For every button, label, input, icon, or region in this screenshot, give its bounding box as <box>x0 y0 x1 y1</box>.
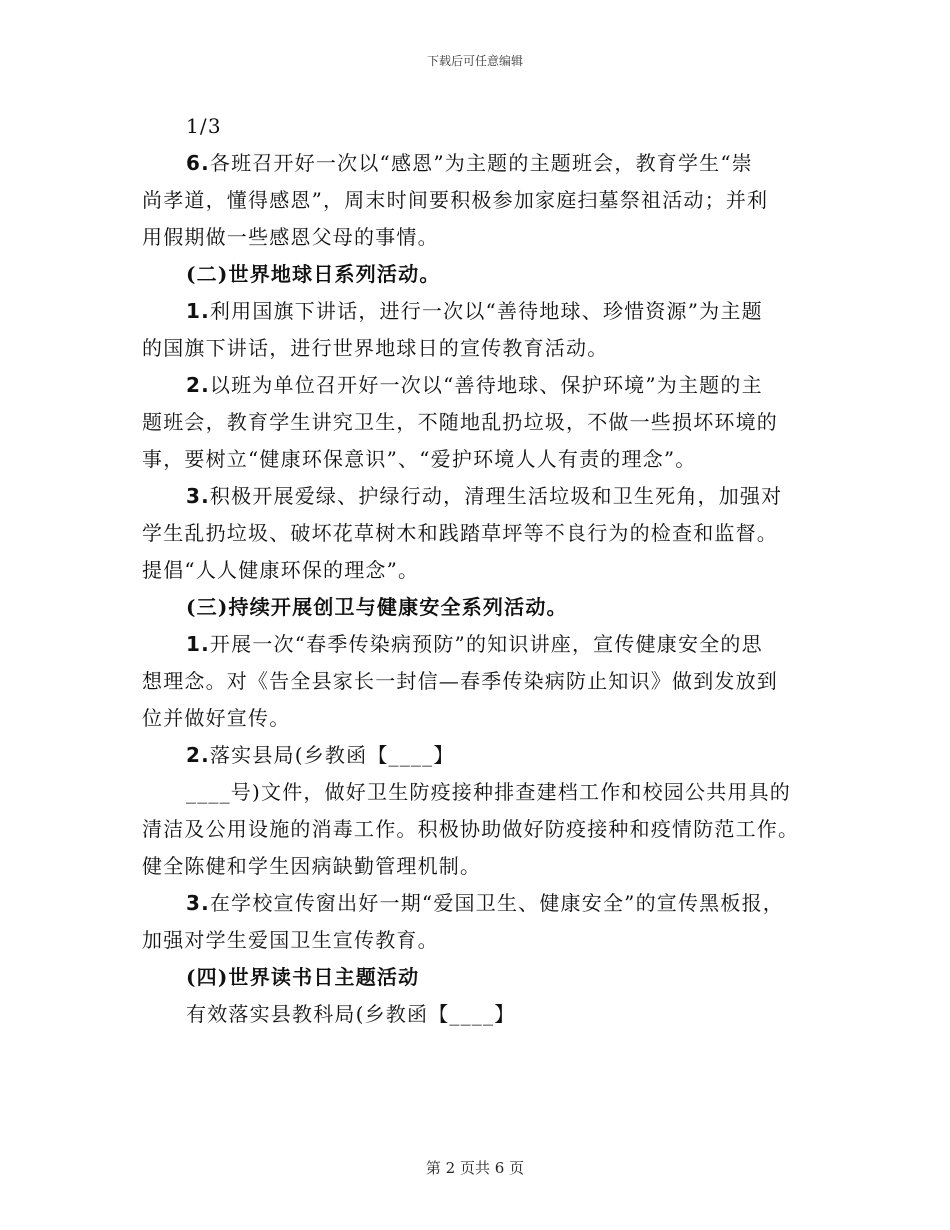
section-heading-2: (二)世界地球日系列活动。 <box>186 262 441 286</box>
paragraph-line: 的国旗下讲话，进行世界地球日的宣传教育活动。 <box>142 336 609 360</box>
paragraph-line: 清洁及公用设施的消毒工作。积极协助做好防疫接种和疫情防范工作。 <box>142 817 800 841</box>
section-heading-4: (四)世界读书日主题活动 <box>186 965 420 989</box>
paragraph-line: 提倡“人人健康环保的理念”。 <box>142 558 420 582</box>
section-heading-3: (三)持续开展创卫与健康安全系列活动。 <box>186 595 568 619</box>
paragraph-line: 用假期做一些感恩父母的事情。 <box>142 225 439 249</box>
paragraph-line: 题班会，教育学生讲究卫生，不随地乱扔垃圾，不做一些损坏环境的 <box>142 410 778 434</box>
list-item-2: 2.以班为单位召开好一次以“善待地球、保护环境”为主题的主 <box>186 373 763 397</box>
list-item-3: 3.在学校宣传窗出好一期“爱国卫生、健康安全”的宣传黑板报， <box>186 891 784 915</box>
paragraph-line: 尚孝道，懂得感恩”，周末时间要积极参加家庭扫墓祭祖活动；并利 <box>142 188 769 212</box>
paragraph-line: 有效落实县教科局(乡教函【____】 <box>186 1002 516 1026</box>
page-footer: 第 2 页共 6 页 <box>425 1159 525 1177</box>
paragraph-line: 学生乱扔垃圾、破坏花草树木和践踏草坪等不良行为的检查和监督。 <box>142 521 778 545</box>
document-body <box>142 108 812 1033</box>
paragraph-line: 位并做好宣传。 <box>142 706 291 730</box>
list-item-3: 3.积极开展爱绿、护绿行动，清理生活垃圾和卫生死角，加强对 <box>186 484 783 508</box>
paragraph-line: 健全陈健和学生因病缺勤管理机制。 <box>142 854 482 878</box>
list-item-1: 1.利用国旗下讲话，进行一次以“善待地球、珍惜资源”为主题 <box>186 299 763 323</box>
list-item-2: 2.落实县局(乡教函【____】 <box>186 743 455 767</box>
page-fraction: 1/3 <box>186 114 222 138</box>
paragraph-line: 想理念。对《告全县家长一封信—春季传染病防止知识》做到发放到 <box>142 669 778 693</box>
list-item-1: 1.开展一次“春季传染病预防”的知识讲座，宣传健康安全的思 <box>186 632 763 656</box>
list-item-6: 6.各班召开好一次以“感恩”为主题的主题班会，教育学生“崇 <box>186 151 753 175</box>
paragraph-line: 事，要树立“健康环保意识”、“爱护环境人人有责的理念”。 <box>142 447 697 471</box>
paragraph-line: 加强对学生爱国卫生宣传教育。 <box>142 928 439 952</box>
page-header: 下载后可任意编辑 <box>426 54 523 68</box>
paragraph-line: ____号)文件，做好卫生防疫接种排查建档工作和校园公共用具的 <box>186 780 792 804</box>
